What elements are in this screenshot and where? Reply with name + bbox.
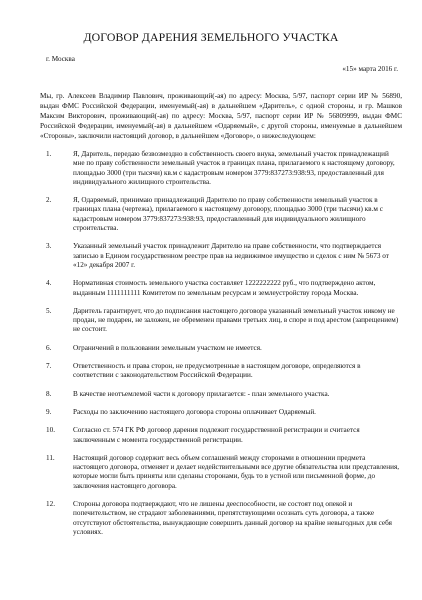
clause-number: 5. bbox=[46, 306, 52, 315]
clause-text: Настоящий договор содержит весь объем соглашений между сторонами в отношении предмета настоящего договора, отменяет и делает недействительными все другие обязательства или представления, которые могли быть приняты или сделаны сторонами, будь то в устной или письменной форме, до заключения настоящего договора. bbox=[73, 453, 400, 490]
clause-4 bbox=[40, 279, 402, 298]
clause-text: Даритель гарантирует, что до подписания настоящего договора указанный земельный участок никому не продан, не подарен, не заложен, не обременен правами третьих лиц, в споре и под арестом (запрещением) не состоит. bbox=[73, 306, 399, 334]
clause-1 bbox=[40, 150, 402, 187]
clause-number: 6. bbox=[46, 343, 52, 352]
clause-text: Расходы по заключению настоящего договора стороны оплачивает Одаряемый. bbox=[73, 407, 316, 416]
clause-number: 10. bbox=[46, 426, 55, 435]
clause-7 bbox=[40, 362, 402, 381]
clause-5 bbox=[40, 307, 402, 335]
clause-3 bbox=[40, 242, 402, 270]
clause-number: 11. bbox=[46, 453, 55, 462]
clause-number: 4. bbox=[46, 279, 52, 288]
clause-6 bbox=[40, 344, 402, 353]
clause-number: 1. bbox=[46, 150, 52, 158]
clause-number: 7. bbox=[46, 362, 52, 371]
clause-2 bbox=[40, 196, 402, 233]
clause-text: Я, Одаряемый, принимаю принадлежащий Дарителю по праву собственности земельный участок в границах плана (чертежа), прилагаемого к настоящему договору, площадью 3000 (три тысячи) кв.м с кадастровым номером 3779:837273:938:93, предоставленный для индивидуального жилищного строительства. bbox=[73, 196, 383, 233]
clause-text: Нормативная стоимость земельного участка составляет 1222222222 руб., что подтверждено актом, выданным 1111111111 Комитетом по земельным ресурсам и землеустройству города Москва. bbox=[73, 279, 376, 297]
clause-text: Ответственность и права сторон, не предусмотренные в настоящем договоре, определяются в соответствии с законодательством Российской Федерации. bbox=[73, 362, 361, 380]
clause-number: 8. bbox=[46, 389, 52, 398]
intro-paragraph: Мы, гр. Алексеев Владимир Павлович, проживающий(-ая) по адресу: Москва, 5/97, паспорт серии ИР № 56890, выдан ФМС Российской Федерации, именуемый(-ая) в дальнейшем «Даритель», с одной стороны, и гр. Машков Максим Викторович, проживающий(-ая) по адресу: Москва, 5/97, паспорт серии ИР № 56809999, выдан ФМС Российской Федерации, именуемый(-ая) в дальнейшем «Одаряемый», с другой стороны, именуемые в дальнейшем «Стороны», заключили настоящий договор, в дальнейшем «Договор», о нижеследующем: bbox=[40, 92, 402, 140]
clause-number: 3. bbox=[46, 242, 52, 251]
clause-text: Я, Даритель, передаю безвозмездно в собственность своего внука, земельный участок принадлежащий мне по праву собственности земельный участок в границах плана, прилагаемого к настоящему договору, площадью 3000 (три тысячи) кв.м с кадастровым номером 3779:837273:938:93, предоставленный для индивидуального жилищного строительства. bbox=[73, 150, 395, 186]
clause-10 bbox=[40, 426, 402, 445]
clause-text: Указанный земельный участок принадлежит Дарителю на праве собственности, что подтверждается записью в Едином государственном реестре прав на недвижимое имущество и сделок с ним № 5673 от «12» декабря 2007 г. bbox=[73, 242, 389, 269]
clause-number: 9. bbox=[46, 407, 52, 416]
document-date: «15» марта 2016 г. bbox=[342, 65, 398, 73]
clause-number: 12. bbox=[46, 500, 55, 509]
clause-text: Согласно ст. 574 ГК РФ договор дарения подлежит государственной регистрации и считается заключенным с момента государственной регистрации. bbox=[73, 426, 360, 444]
document-city: г. Москва bbox=[46, 55, 75, 63]
clause-11 bbox=[40, 454, 402, 491]
clause-8 bbox=[40, 390, 402, 399]
clause-text: Ограничений в пользовании земельным участком не имеется. bbox=[73, 343, 262, 352]
clause-12 bbox=[40, 500, 402, 537]
clause-text: Стороны договора подтверждают, что не лишены дееспособности, не состоят под опекой и попечительством, не страдают заболеваниями, препятствующими осознать суть договора, а также отсутствуют обстоятельства, вынуждающие совершить данный договор на крайне невыгодных для себя условиях. bbox=[73, 500, 392, 536]
clause-number: 2. bbox=[46, 196, 52, 205]
clause-text: В качестве неотъемлемой части к договору прилагается: - план земельного участка. bbox=[73, 389, 330, 398]
clause-9 bbox=[40, 408, 402, 417]
document-title: ДОГОВОР ДАРЕНИЯ ЗЕМЕЛЬНОГО УЧАСТКА bbox=[83, 30, 339, 44]
